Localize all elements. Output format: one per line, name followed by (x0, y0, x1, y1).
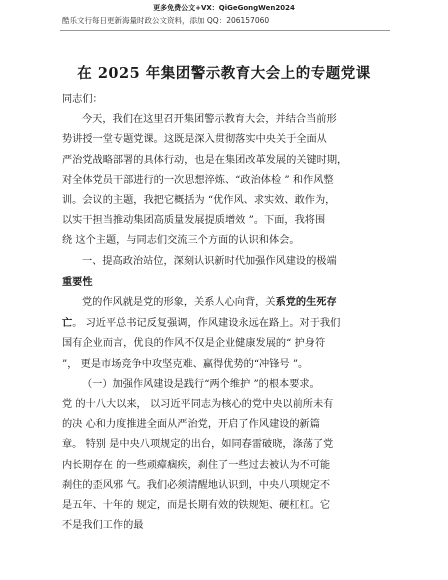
document-body (62, 90, 390, 536)
paragraph-line: （一）加强作风建设是践行“两个维护 ”的根本要求。 (82, 378, 320, 390)
paragraph-line: 绕 这个主题，与同志们交流三个方面的认识和体会。 (62, 235, 300, 247)
paragraph-line: 内长期存在 的一些顽瘴痼疾，刹住了一些过去被认为不可能 (62, 459, 331, 471)
paragraph-line (62, 313, 390, 334)
heading-line: 一、提高政治站位，深刻认识新时代加强作风建设的极端 (82, 255, 337, 267)
paragraph-line: 以实干担当推动集团高质量发展提质增效 ”。下面，我将围 (62, 215, 326, 227)
paragraph-subsection-1 (62, 375, 390, 537)
document-title: 在 2025 年集团警示教育大会上的专题党课 (77, 65, 371, 82)
text-normal: 党的作风就是党的形象，关系人心向背，关 (82, 297, 276, 309)
paragraph-line: 的决 心和力度推进全面从严治党，开启了作风建设的新篇 (62, 419, 320, 431)
watermark-text: 更多免费公文+VX：QiGeGongWen2024 (153, 4, 295, 12)
greeting: 同志们： (62, 94, 103, 105)
paragraph-line: 国有企业而言，优良的作风不仅是企业健康发展的“ 护身符 (62, 338, 326, 350)
paragraph-style (62, 292, 390, 375)
paragraph-line: 对全体党员干部进行的一次思想淬炼、“政治体检 ” 和作风整 (62, 174, 334, 186)
header-divider (60, 30, 390, 31)
paragraph-line: 是五年、十年的 规定，而是长期有效的铁规矩、硬杠杠。它 (62, 500, 331, 512)
paragraph-line: 势讲授一堂专题党课。这既是深入贯彻落实中央关于全面从 (62, 134, 327, 146)
source-note: 酷乐文行每日更新海量时政公文资料，添加 QQ：206157060 (62, 16, 270, 25)
paragraph-line: 党 的十八大以来， 以习近平同志为核心的党中央以前所未有 (62, 399, 334, 411)
paragraph-line: 严治党战略部署的具体行动，也是在集团改革发展的关键时期， (62, 154, 348, 166)
paragraph-line: ”， 更是市场竞争中攻坚克难、赢得优势的“冲锋号 ”。 (62, 358, 309, 370)
text-emphasis: 系党的生死存 (275, 296, 337, 309)
heading-line: 重要性 (62, 275, 93, 288)
text-emphasis: 亡 (62, 317, 73, 330)
paragraph-line: 不是我们工作的最 (62, 520, 144, 532)
paragraph-line: 训。会议的主题，我把它概括为 “优作风、求实效、敢作为， (62, 195, 336, 207)
paragraph-line (62, 292, 390, 313)
section-heading-1 (62, 252, 390, 292)
paragraph-line: 刹住的歪风邪 气。我们必须清醒地认识到，中央八项规定不 (62, 479, 331, 491)
paragraph-line: 章。 特别 是中央八项规定的出台，如同春雷破晓，涤荡了党 (62, 439, 334, 451)
paragraph-line: 今天，我们在这里召开集团警示教育大会，并结合当前形 (82, 114, 337, 126)
paragraph-intro (62, 110, 390, 251)
text-normal: 。 习近平总书记反复强调，作风建设永远在路上。对于我们 (72, 318, 341, 330)
